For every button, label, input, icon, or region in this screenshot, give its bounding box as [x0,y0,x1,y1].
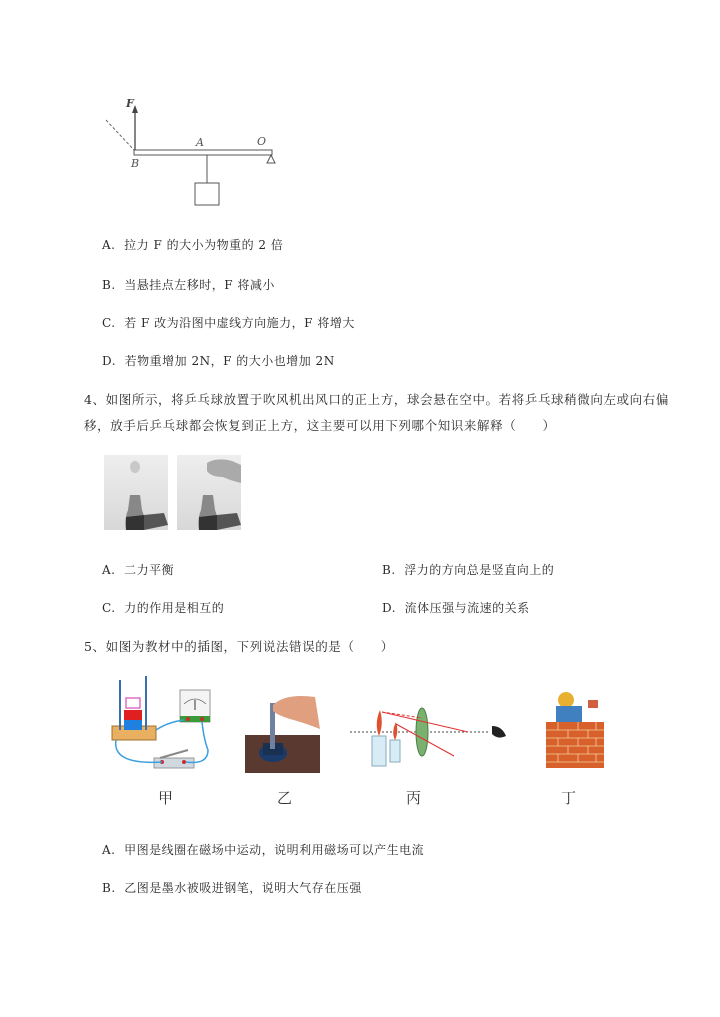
option-letter: C. [102,601,116,615]
option-text: 当悬挂点左移时，F 将减小 [124,278,275,292]
circuit-illustration [108,670,238,780]
option-letter: A. [102,563,116,577]
hair-dryer-ball-illustration [104,455,168,530]
q4-option-c [102,599,224,616]
q5-stem: 5、如图为教材中的插图，下列说法错误的是（ ） [84,639,394,654]
option-letter: D. [382,601,397,615]
option-letter: B. [102,278,116,292]
option-text: 若物重增加 2N，F 的大小也增加 2N [124,354,335,368]
option-text: 浮力的方向总是竖直向上的 [404,563,555,577]
option-letter: D. [102,354,117,368]
option-text: 力的作用是相互的 [124,601,225,615]
q3-option-d [102,352,335,369]
label-point-O: O [257,135,267,148]
hair-dryer-hand-illustration [177,455,241,530]
label-point-A: A [196,136,204,149]
hair-dryer-photo-1 [104,455,168,530]
lens-optics-illustration [350,700,520,770]
option-letter: A. [102,238,116,252]
q5-option-b [102,879,362,896]
q4-stem-line1: 4、如图所示，将乒乓球放置于吹风机出风口的正上方，球会悬在空中。若将乒乓球稍微向左或向右偏 [84,392,669,407]
q4-option-d [382,599,530,616]
figure-label-yi: 乙 [277,789,293,807]
option-letter: C. [102,316,116,330]
q3-option-c [102,314,355,331]
option-letter: B. [102,881,116,895]
option-text: 拉力 F 的大小为物重的 2 倍 [124,238,284,252]
ink-pen-illustration [245,693,320,773]
q5-option-a [102,841,424,858]
option-letter: B. [382,563,396,577]
figure-jia-circuit [108,670,238,780]
option-text: 甲图是线圈在磁场中运动，说明利用磁场可以产生电流 [124,843,425,857]
lever-diagram [100,95,290,215]
label-point-B: B [131,157,140,170]
option-text: 乙图是墨水被吸进钢笔，说明大气存在压强 [124,881,362,895]
label-force-F: F [126,97,134,110]
q3-option-b [102,276,275,293]
lever-diagram-svg [100,95,290,215]
figure-label-jia: 甲 [158,789,174,807]
figure-yi-ink-pen [245,693,320,773]
option-text: 二力平衡 [124,563,175,577]
hair-dryer-photo-2 [177,455,241,530]
option-letter: A. [102,843,116,857]
figure-ding-brick-wall [544,690,606,770]
figure-label-bing: 丙 [406,789,422,807]
brick-wall-illustration [544,690,606,770]
option-text: 若 F 改为沿图中虚线方向施力，F 将增大 [124,316,355,330]
figure-bing-lens [350,700,520,770]
q4-option-b [382,561,554,578]
q4-stem-line2: 移，放手后乒乓球都会恢复到正上方，这主要可以用下列哪个知识来解释（ ） [84,418,556,433]
q4-option-a [102,561,174,578]
option-text: 流体压强与流速的关系 [404,601,530,615]
q3-option-a [102,236,283,253]
figure-label-ding: 丁 [561,789,577,807]
